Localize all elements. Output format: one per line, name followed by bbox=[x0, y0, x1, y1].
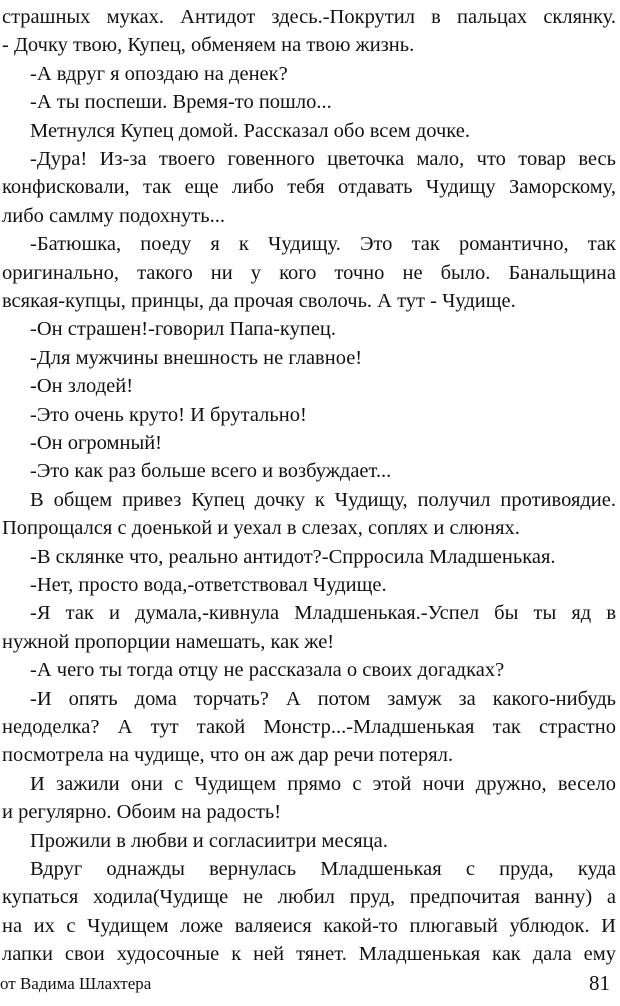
text-line: Вдруг однажды вернулась Младшенькая с пруда, куда bbox=[30, 858, 616, 880]
text-line: конфисковали, так еще либо тебя отдавать Чудищу Заморскому, bbox=[2, 176, 616, 199]
text-line: -И опять дома торчать? А потом замуж за какого-нибудь bbox=[30, 687, 616, 710]
text-line: страшных муках. Антидот здесь.-Покрутил в пальцах склянку. bbox=[2, 6, 616, 28]
text-line: -А чего ты тогда отцу не рассказала о своих догадках? bbox=[30, 659, 505, 682]
text-line: и регулярно. Обоим на радость! bbox=[2, 801, 282, 824]
text-line: И зажили они с Чудищем прямо с этой ночи дружно, весело bbox=[30, 772, 616, 795]
text-line: -А вдруг я опоздаю на денек? bbox=[30, 62, 288, 85]
text-line: всякая-купцы, принцы, да прочая сволочь. А тут - Чудище. bbox=[2, 290, 516, 312]
text-line: Попрощался с доенькой и уехал в слезах, соплях и слюнях. bbox=[2, 517, 520, 540]
text-line: -Он страшен!-говорил Папа-купец. bbox=[30, 318, 337, 341]
text-line: на их с Чудищем ложе валяеися какой-то плюгавый ублюдок. И bbox=[2, 914, 616, 937]
text-line: Прожили в любви и согласиитри месяца. bbox=[30, 829, 388, 852]
text-line: Метнулся Купец домой. Рассказал обо всем дочке. bbox=[30, 119, 470, 142]
text-line: -В склянке что, реально антидот?-Спрросила Младшенькая. bbox=[30, 545, 556, 568]
text-line: - Дочку твою, Купец, обменяем на твою жизнь. bbox=[2, 34, 415, 57]
text-line: -Он злодей! bbox=[30, 375, 134, 398]
text-line: недоделка? А тут такой Монстр...-Младшенькая так страстно bbox=[2, 716, 616, 738]
text-line: нужной пропорции намешать, как же! bbox=[2, 630, 335, 653]
text-line: -Я так и думала,-кивнула Младшенькая.-Успел бы ты яд в bbox=[30, 602, 616, 625]
text-line: -А ты поспеши. Время-то пошло... bbox=[30, 91, 332, 114]
text-line: -Для мужчины внешность не главное! bbox=[30, 346, 363, 369]
text-line: -Он огромный! bbox=[30, 432, 163, 454]
text-line: -Это как раз больше всего и возбуждает... bbox=[30, 460, 392, 483]
text-line: -Это очень круто! И брутально! bbox=[30, 403, 307, 426]
text-line: либо самлму подохнуть... bbox=[2, 204, 225, 227]
text-line: лапки свои худосочные к ней тянет. Младшенькая как дала ему bbox=[2, 943, 616, 966]
text-line: В общем привез Купец дочку к Чудищу, получил противоядие. bbox=[30, 488, 616, 511]
text-line: посмотрела на чудище, что он аж дар речи потерял. bbox=[2, 744, 454, 767]
footer-author: от Вадима Шлахтера bbox=[0, 974, 152, 993]
text-line: -Нет, просто вода,-ответствовал Чудище. bbox=[30, 574, 387, 596]
text-line: оригинально, такого ни у кого точно не было. Банальщина bbox=[2, 261, 616, 284]
text-line: -Дура! Из-за твоего говенного цветочка мало, что товар весь bbox=[30, 148, 616, 170]
page-number: 81 bbox=[589, 971, 610, 995]
text-line: -Батюшка, поеду я к Чудищу. Это так романтично, так bbox=[30, 233, 616, 256]
text-line: купаться ходила(Чудище не любил пруд, предпочитая ванну) а bbox=[2, 886, 616, 909]
